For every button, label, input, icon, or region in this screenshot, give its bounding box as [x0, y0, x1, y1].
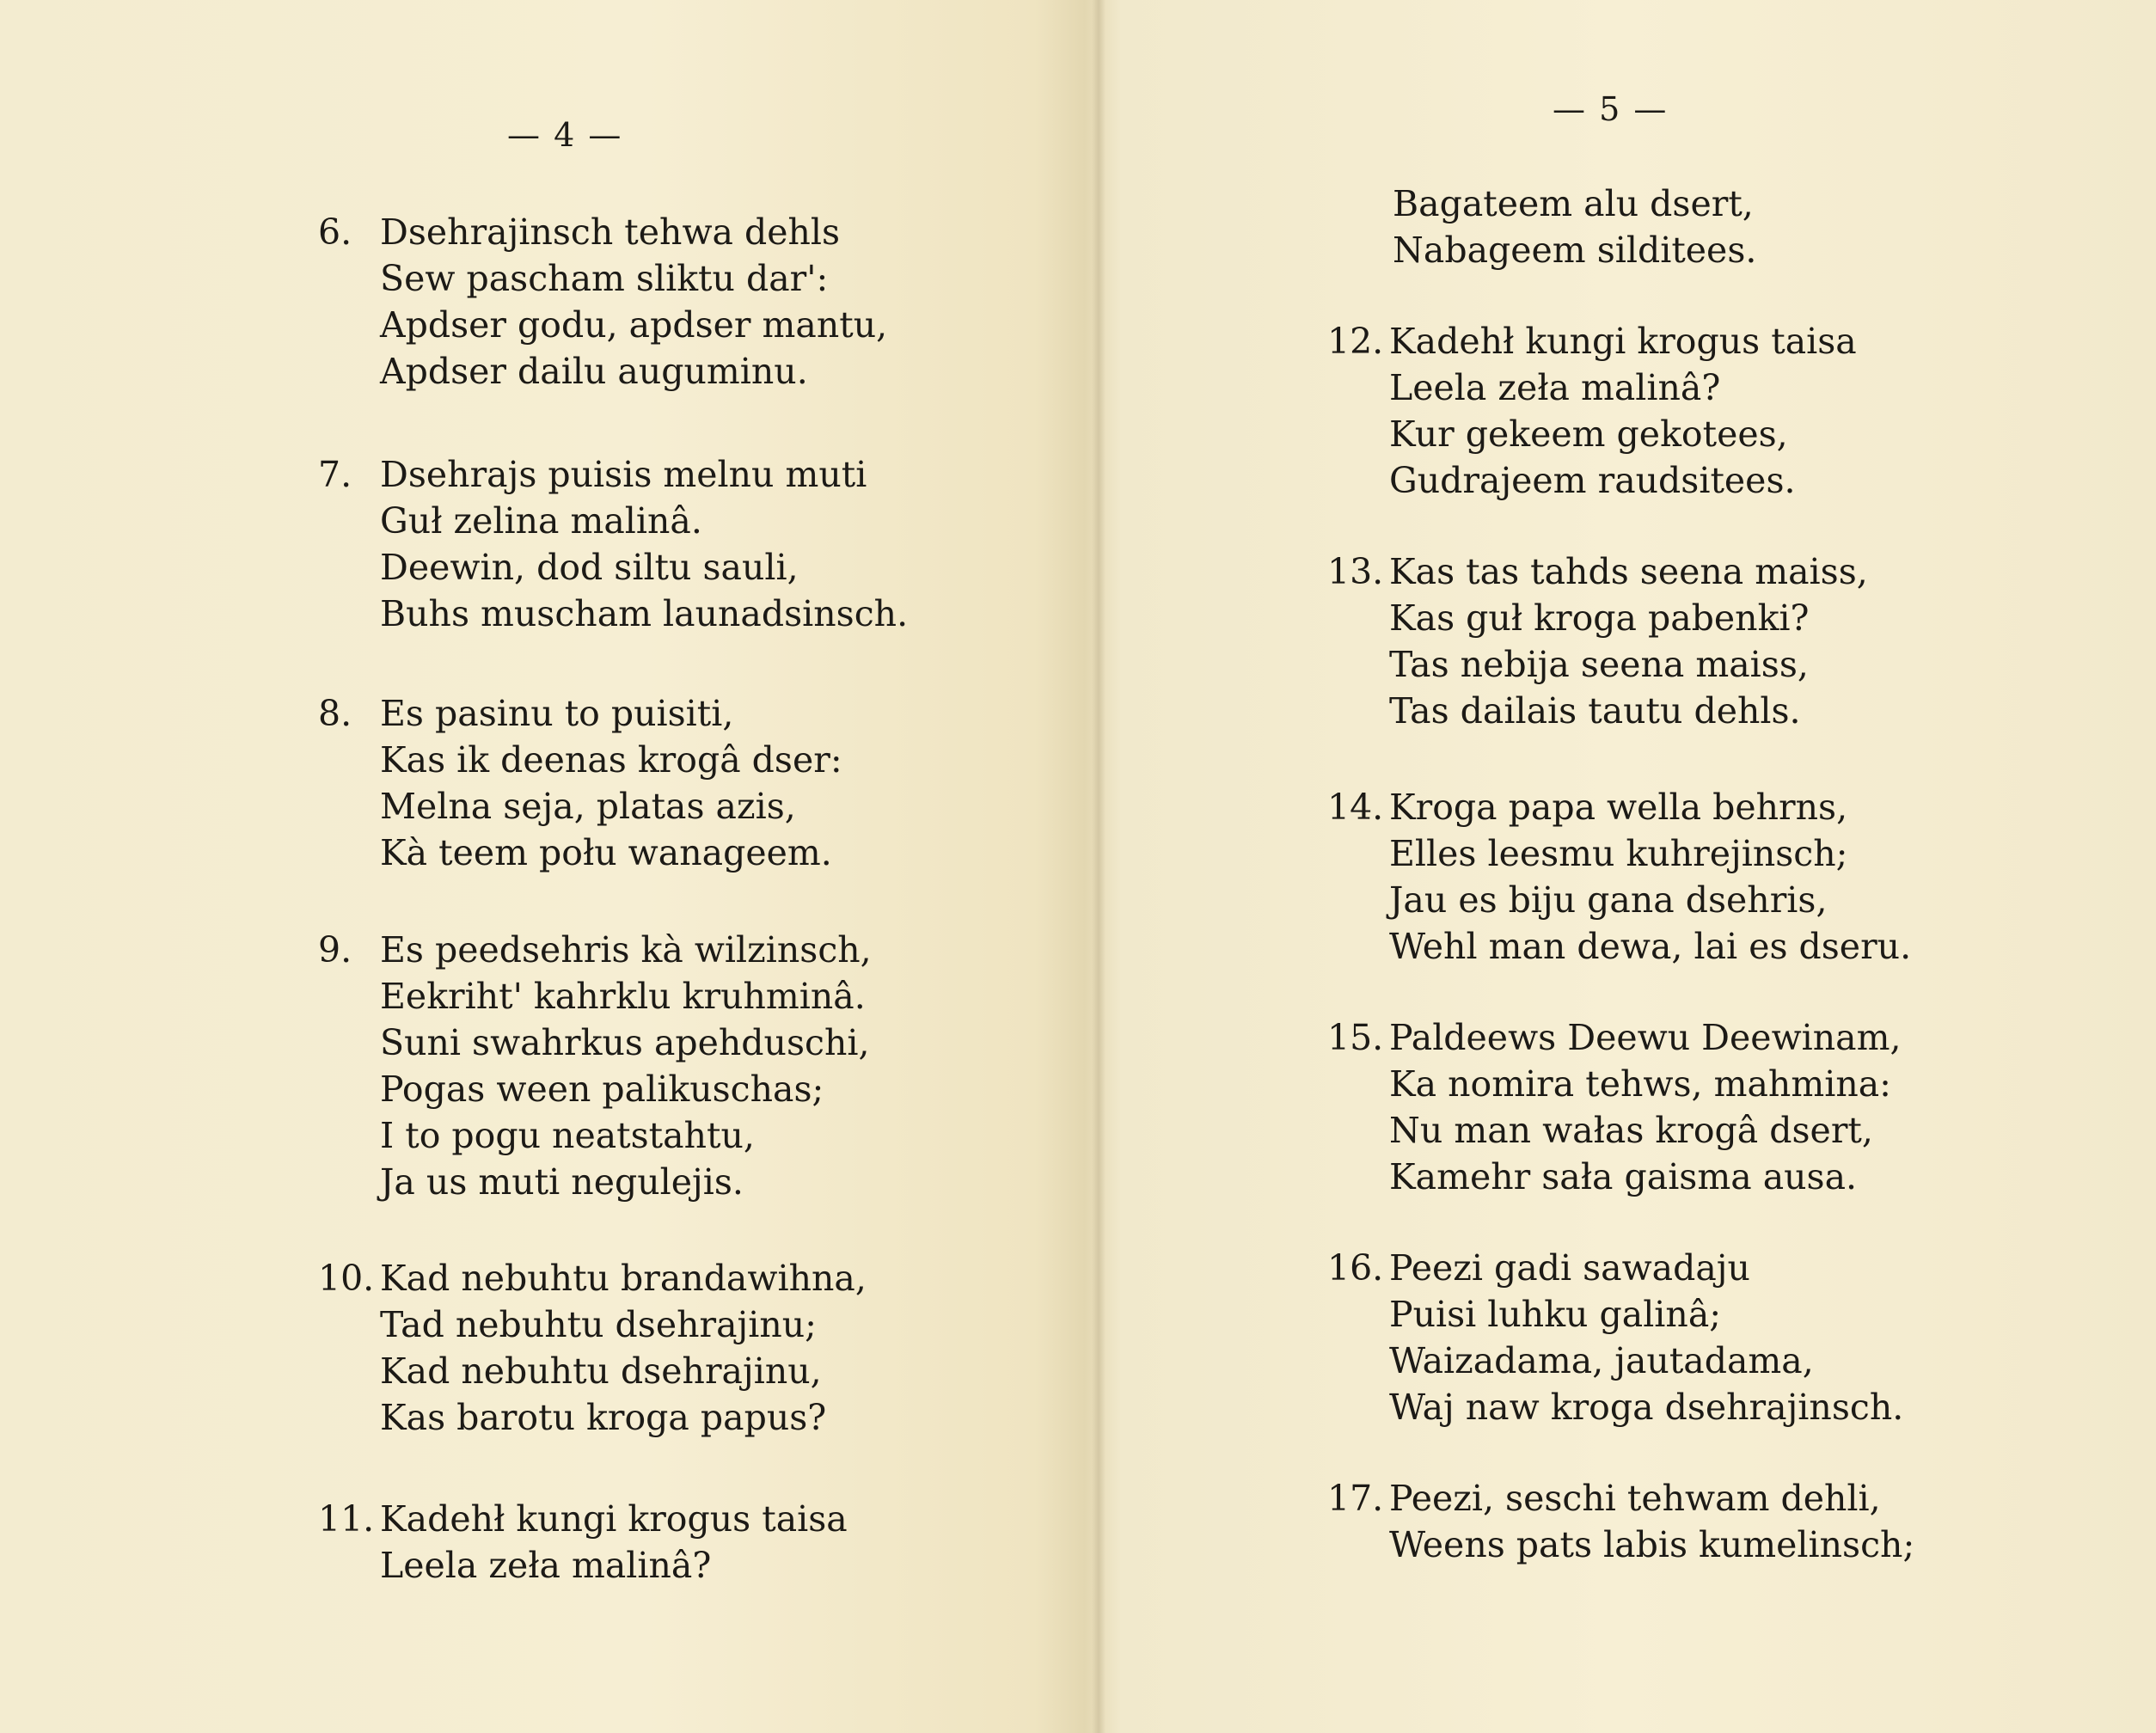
stanza-6 — [318, 209, 887, 395]
stanza-10 — [318, 1255, 867, 1441]
stanza-line: Leela zeła malinâ? — [1389, 367, 1721, 408]
stanza-7 — [318, 451, 908, 637]
stanza-line: Deewin, dod siltu sauli, — [380, 547, 799, 588]
stanza-9 — [318, 927, 872, 1205]
stanza-line: Weens pats labis kumelinsch; — [1389, 1524, 1915, 1565]
stanza-line: Kad nebuhtu brandawihna, — [380, 1258, 867, 1299]
stanza-line: Elles leesmu kuhrejinsch; — [1389, 833, 1848, 874]
stanza-line: Kas barotu kroga papus? — [380, 1397, 827, 1438]
stanza-number: 14. — [1327, 787, 1384, 828]
stanza-line: Es peedsehris kà wilzinsch, — [380, 929, 872, 971]
stanza-line: Puisi luhku galinâ; — [1389, 1294, 1722, 1335]
stanza-line: Melna seja, platas azis, — [380, 786, 796, 827]
stanza-continuation — [1331, 181, 1756, 273]
stanza-line: Ja us muti negulejis. — [380, 1161, 744, 1203]
stanza-line: Kadehł kungi krogus taisa — [1389, 321, 1857, 362]
stanza-line: Kad nebuhtu dsehrajinu, — [380, 1350, 822, 1392]
stanza-line: Tas dailais tautu dehls. — [1389, 690, 1801, 732]
right-page — [1106, 0, 2156, 1733]
stanza-line: Peezi gadi sawadaju — [1389, 1247, 1750, 1289]
book-gutter — [1092, 0, 1106, 1733]
stanza-line: Wehl man dewa, lai es dseru. — [1389, 926, 1912, 967]
stanza-line: Ka nomira tehws, mahmina: — [1389, 1063, 1891, 1105]
stanza-line: Kur gekeem gekotees, — [1389, 413, 1788, 455]
stanza-line: Leela zeła malinâ? — [380, 1545, 712, 1586]
stanza-line: Guł zelina malinâ. — [380, 500, 702, 542]
stanza-number: 16. — [1327, 1247, 1384, 1289]
stanza-12 — [1327, 318, 1857, 504]
stanza-number: 15. — [1327, 1017, 1384, 1058]
stanza-line: Dsehrajinsch tehwa dehls — [380, 211, 841, 253]
stanza-line: Suni swahrkus apehduschi, — [380, 1022, 870, 1063]
stanza-15 — [1327, 1014, 1902, 1200]
stanza-number: 17. — [1327, 1478, 1384, 1519]
stanza-line: Kas ik deenas krogâ dser: — [380, 739, 842, 781]
stanza-line: Buhs muscham launadsinsch. — [380, 593, 909, 634]
stanza-line: Tad nebuhtu dsehrajinu; — [380, 1304, 817, 1345]
page-number-left: — 4 — — [507, 116, 623, 154]
stanza-line: Apdser dailu auguminu. — [380, 351, 808, 392]
stanza-line: Waj naw kroga dsehrajinsch. — [1389, 1387, 1904, 1428]
stanza-line: Nu man wałas krogâ dsert, — [1389, 1110, 1873, 1151]
stanza-line: Dsehrajs puisis melnu muti — [380, 454, 867, 495]
stanza-14 — [1327, 784, 1911, 970]
stanza-line: Kà teem połu wanageem. — [380, 832, 832, 873]
stanza-16 — [1327, 1245, 1903, 1430]
stanza-number: 6. — [318, 211, 352, 253]
stanza-line: Eekriht' kahrklu kruhminâ. — [380, 976, 866, 1017]
stanza-line: Pogas ween palikuschas; — [380, 1069, 824, 1110]
page-number-right: — 5 — — [1553, 90, 1669, 128]
stanza-line: Paldeews Deewu Deewinam, — [1389, 1017, 1902, 1058]
stanza-line: Apdser godu, apdser mantu, — [380, 304, 888, 346]
stanza-11 — [318, 1496, 848, 1589]
stanza-number: 12. — [1327, 321, 1384, 362]
stanza-line: Nabageem silditees. — [1393, 230, 1757, 271]
stanza-line: Kas tas tahds seena maiss, — [1389, 551, 1868, 592]
stanza-line: Peezi, seschi tehwam dehli, — [1389, 1478, 1881, 1519]
stanza-line: Kroga papa wella behrns, — [1389, 787, 1848, 828]
stanza-8 — [318, 690, 842, 876]
stanza-line: Sew pascham sliktu dar': — [380, 258, 829, 299]
stanza-line: Es pasinu to puisiti, — [380, 693, 734, 734]
stanza-number: 8. — [318, 693, 352, 734]
stanza-number: 13. — [1327, 551, 1384, 592]
stanza-line: Jau es biju gana dsehris, — [1389, 879, 1828, 921]
stanza-line: Kas guł kroga pabenki? — [1389, 597, 1810, 639]
stanza-number: 9. — [318, 929, 352, 971]
stanza-number: 7. — [318, 454, 352, 495]
stanza-line: Gudrajeem raudsitees. — [1389, 460, 1796, 501]
stanza-line: I to pogu neatstahtu, — [380, 1115, 755, 1156]
stanza-line: Tas nebija seena maiss, — [1389, 644, 1809, 685]
stanza-line: Waizadama, jautadama, — [1389, 1340, 1814, 1381]
stanza-line: Kadehł kungi krogus taisa — [380, 1498, 848, 1540]
stanza-number: 10. — [318, 1258, 375, 1299]
stanza-17 — [1327, 1475, 1914, 1568]
stanza-number: 11. — [318, 1498, 375, 1540]
stanza-13 — [1327, 548, 1868, 734]
stanza-line: Bagateem alu dsert, — [1393, 183, 1754, 224]
stanza-line: Kamehr sała gaisma ausa. — [1389, 1156, 1858, 1197]
